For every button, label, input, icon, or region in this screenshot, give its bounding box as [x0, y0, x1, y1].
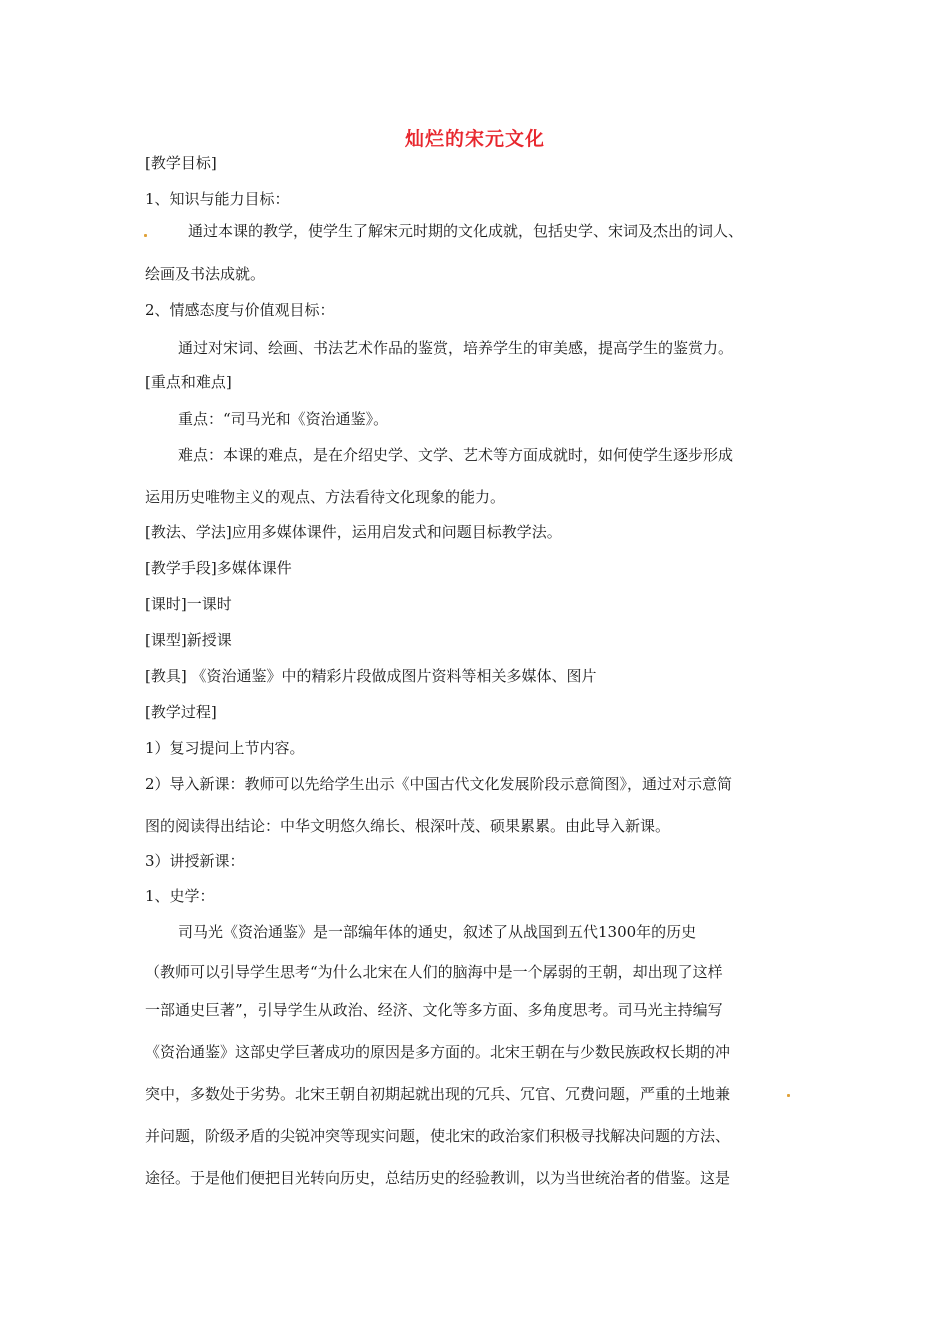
section-heading-objectives: [教学目标] — [145, 154, 217, 172]
text-line: 绘画及书法成就。 — [145, 265, 266, 283]
text-line: [教具] 《资治通鉴》中的精彩片段做成图片资料等相关多媒体、图片 — [145, 667, 597, 685]
text-line: 通过对宋词、绘画、书法艺术作品的鉴赏，培养学生的审美感，提高学生的鉴赏力。 — [178, 339, 734, 357]
section-heading-process: [教学过程] — [145, 703, 217, 721]
text-line: 运用历史唯物主义的观点、方法看待文化现象的能力。 — [145, 488, 506, 506]
text-line: 重点：“司马光和《资治通鉴》。 — [178, 410, 389, 428]
text-line: [课时]一课时 — [145, 595, 232, 613]
text-line: [教法、学法]应用多媒体课件，运用启发式和问题目标教学法。 — [145, 523, 562, 541]
text-line: 2、情感态度与价值观目标： — [145, 301, 335, 319]
text-line: 司马光《资治通鉴》是一部编年体的通史，叙述了从战国到五代1300年的历史 — [178, 923, 697, 941]
section-heading-key-points: [重点和难点] — [145, 373, 232, 391]
text-line: 并问题，阶级矛盾的尖锐冲突等现实问题，使北宋的政治家们积极寻找解决问题的方法、 — [145, 1127, 731, 1145]
text-line: 途径。于是他们便把目光转向历史，总结历史的经验教训，以为当世统治者的借鉴。这是 — [145, 1169, 731, 1187]
text-line: 通过本课的教学，使学生了解宋元时期的文化成就，包括史学、宋词及杰出的词人、 — [188, 222, 744, 240]
mark-dot — [787, 1094, 790, 1097]
text-line: 3）讲授新课： — [145, 852, 245, 870]
document-title: 灿烂的宋元文化 — [404, 128, 545, 150]
text-line: 图的阅读得出结论：中华文明悠久绵长、根深叶茂、硕果累累。由此导入新课。 — [145, 817, 671, 835]
text-line: 1、史学： — [145, 887, 215, 905]
text-line: 1）复习提问上节内容。 — [145, 739, 305, 757]
text-line: [课型]新授课 — [145, 631, 232, 649]
text-line: 一部通史巨著”，引导学生从政治、经济、文化等多方面、多角度思考。司马光主持编写 — [145, 1001, 723, 1019]
text-line: [教学手段]多媒体课件 — [145, 559, 292, 577]
text-line: 难点：本课的难点，是在介绍史学、文学、艺术等方面成就时，如何使学生逐步形成 — [178, 446, 734, 464]
text-line: 《资治通鉴》这部史学巨著成功的原因是多方面的。北宋王朝在与少数民族政权长期的冲 — [145, 1043, 731, 1061]
text-line: 2）导入新课：教师可以先给学生出示《中国古代文化发展阶段示意简图》，通过对示意简 — [145, 775, 733, 793]
text-line: 突中，多数处于劣势。北宋王朝自初期起就出现的冗兵、冗官、冗费问题，严重的土地兼 — [145, 1085, 731, 1103]
text-line: （教师可以引导学生思考“为什么北宋在人们的脑海中是一个孱弱的王朝，却出现了这样 — [145, 963, 723, 981]
mark-dot — [144, 234, 147, 237]
text-line: 1、知识与能力目标： — [145, 190, 290, 208]
